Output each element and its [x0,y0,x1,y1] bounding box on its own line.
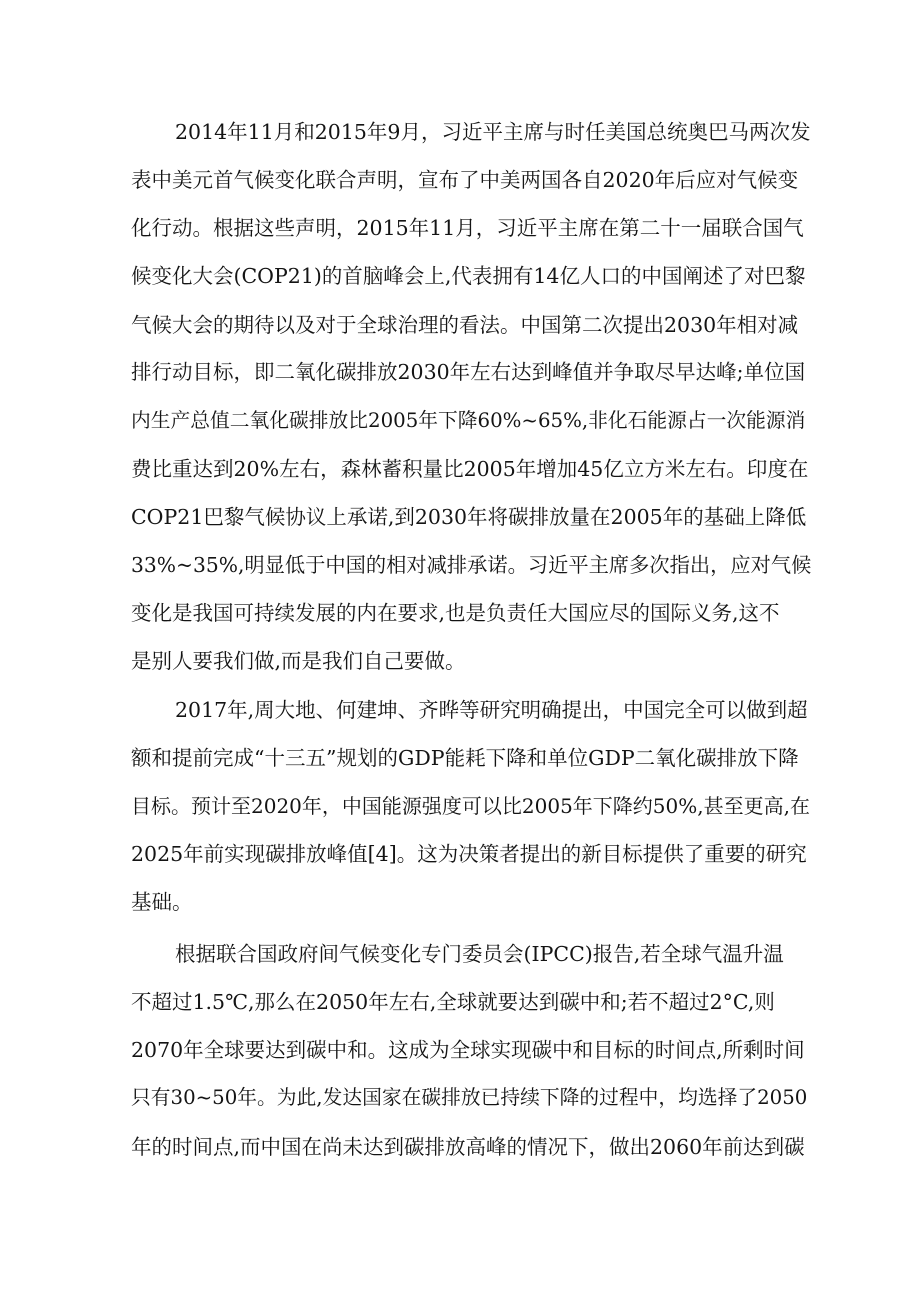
paragraph-3-line-1: 根据联合国政府间气候变化专门委员会(IPCC)报告,若全球气温升温 [175,942,784,966]
paragraph-1-line-2: 表中美元首气候变化联合声明，宣布了中美两国各自2020年后应对气候变 [131,168,799,192]
paragraph-1-line-7: 内生产总值二氧化碳排放比2005年下降60%~65%,非化石能源占一次能源消 [131,409,806,432]
paragraph-1-line-6: 排行动目标，即二氧化碳排放2030年左右达到峰值并争取尽早达峰;单位国 [131,360,806,384]
paragraph-1-line-11: 变化是我国可持续发展的内在要求,也是负责任大国应尽的国际义务,这不 [131,601,780,625]
paragraph-1-line-5: 气候大会的期待以及对于全球治理的看法。中国第二次提出2030年相对减 [131,313,799,337]
paragraph-1-line-1: 2014年11月和2015年9月，习近平主席与时任美国总统奥巴马两次发 [175,120,811,144]
paragraph-3-line-4: 只有30~50年。为此,发达国家在碳排放已持续下降的过程中，均选择了2050 [131,1086,808,1109]
paragraph-3-line-2: 不超过1.5℃,那么在2050年左右,全球就要达到碳中和;若不超过2°C,则 [131,990,775,1014]
paragraph-1-line-10: 33%~35%,明显低于中国的相对减排承诺。习近平主席多次指出，应对气候 [131,553,812,577]
paragraph-2-line-3: 目标。预计至2020年，中国能源强度可以比2005年下降约50%,甚至更高,在 [131,794,810,818]
paragraph-1-line-4: 候变化大会(COP21)的首脑峰会上,代表拥有14亿人口的中国阐述了对巴黎 [131,264,806,288]
paragraph-2-line-1: 2017年,周大地、何建坤、齐晔等研究明确提出，中国完全可以做到超 [175,698,808,722]
paragraph-2-line-4: 2025年前实现碳排放峰值[4]。这为决策者提出的新目标提供了重要的研究 [131,842,807,866]
paragraph-1-line-9: COP21巴黎气候协议上承诺,到2030年将碳排放量在2005年的基础上降低 [131,505,807,529]
paragraph-2-line-2: 额和提前完成“十三五”规划的GDP能耗下降和单位GDP二氧化碳排放下降 [131,746,799,770]
paragraph-3-line-3: 2070年全球要达到碳中和。这成为全球实现碳中和目标的时间点,所剩时间 [131,1038,805,1062]
paragraph-2-line-5: 基础。 [131,890,193,914]
paragraph-1-line-8: 费比重达到20%左右，森林蓄积量比2005年增加45亿立方米左右。印度在 [131,457,809,481]
paragraph-1-line-12: 是别人要我们做,而是我们自己要做。 [131,649,466,673]
paragraph-3-line-5: 年的时间点,而中国在尚未达到碳排放高峰的情况下，做出2060年前达到碳 [131,1135,805,1159]
paragraph-1-line-3: 化行动。根据这些声明，2015年11月，习近平主席在第二十一届联合国气 [131,216,804,240]
